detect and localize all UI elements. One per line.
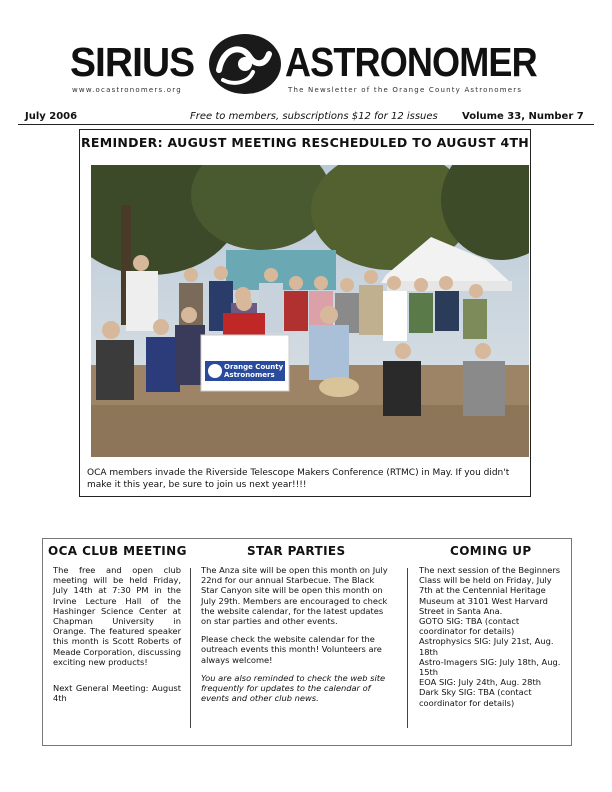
masthead-title-left: SIRIUS: [70, 39, 195, 85]
header-rule: [18, 124, 594, 125]
swirl-logo-icon: [205, 26, 285, 100]
star-parties-text: [201, 565, 393, 711]
photo-caption: OCA members invade the Riverside Telescope Makers Conference (RTMC) in May. If you didn't make it this year, be sure to join us next year!!!!: [87, 468, 510, 490]
star-parties-p1: The Anza site will be open this month on July 22nd for our annual Starbecue. The Black Star Canyon site will be open this month on July 29th. Members are encouraged to check the website calendar, for the latest updates on star parties and other events.: [201, 565, 388, 627]
star-parties-p2: Please check the website calendar for the outreach events this month! Volunteers are always welcome!: [201, 634, 382, 665]
banner-url: http://www.ocastronomers.org: [207, 384, 276, 389]
club-meeting-body: The free and open club meeting will be held Friday, July 14th at 7:30 PM in the Irvine Lecture Hall of the Hashinger Science Center at Chapman University in Orange. The featured speaker this month is Scott Roberts of Meade Corporation, discussing exciting new products!: [53, 565, 181, 667]
banner-line1: Orange County: [224, 363, 284, 371]
coming-up-item: The next session of the Beginners Class will be held on Friday, July 7th at the Centennial Heritage Museum at 3101 West Harvard Street in Santa Ana.: [419, 565, 561, 616]
masthead-url[interactable]: www.ocastronomers.org: [72, 86, 182, 94]
club-meeting-heading: OCA CLUB MEETING: [48, 544, 187, 558]
club-meeting-text: [53, 565, 181, 711]
coming-up-item: GOTO SIG: TBA (contact coordinator for details): [419, 616, 520, 637]
star-parties-heading: STAR PARTIES: [247, 544, 346, 558]
coming-up-item: Astro-Imagers SIG: July 18th, Aug. 15th: [419, 656, 561, 678]
coming-up-text: [419, 565, 565, 708]
reminder-title: REMINDER: AUGUST MEETING RESCHEDULED TO AUGUST 4TH: [80, 135, 530, 150]
column-divider: [407, 568, 408, 728]
masthead-tagline: The Newsletter of the Orange County Astronomers: [288, 86, 523, 94]
coming-up-item: Astrophysics SIG: July 21st, Aug. 18th: [419, 636, 554, 657]
star-parties-p3: You are also reminded to check the web site frequently for updates to the calendar of events and other club news.: [201, 672, 386, 704]
coming-up-item: Dark Sky SIG: TBA (contact coordinator for details): [419, 687, 532, 708]
issue-volume: Volume 33, Number 7: [462, 111, 584, 122]
group-photo: [91, 165, 529, 457]
next-meeting-note: Next General Meeting: August 4th: [53, 683, 181, 704]
coming-up-heading: COMING UP: [450, 544, 532, 558]
masthead-title-right: ASTRONOMER: [285, 39, 537, 85]
coming-up-item: EOA SIG: July 24th, Aug. 28th: [419, 677, 541, 688]
subscription-note: Free to members, subscriptions $12 for 12 issues: [190, 111, 438, 122]
issue-date: July 2006: [25, 111, 78, 122]
column-divider: [190, 568, 191, 728]
banner-line2: Astronomers: [224, 371, 275, 379]
